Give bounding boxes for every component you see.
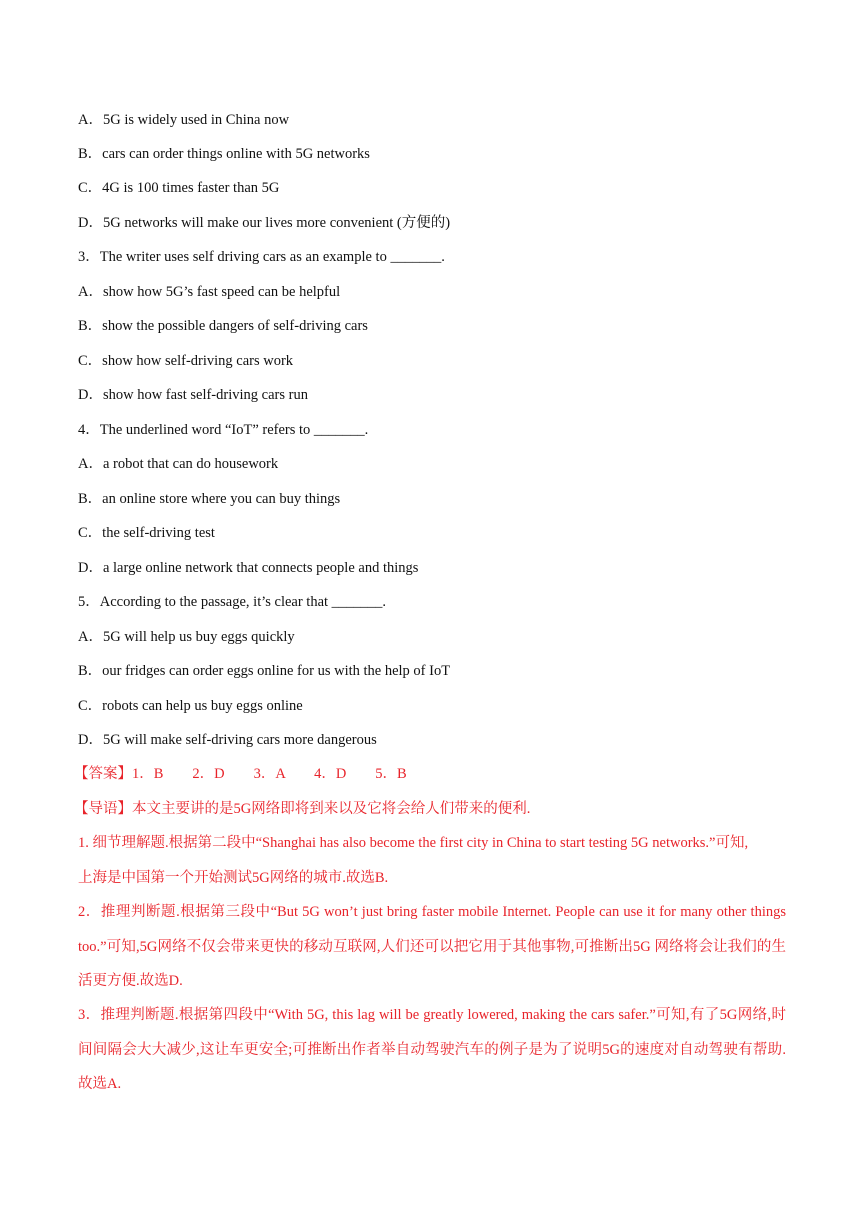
q4-option-c: C．the self-driving test (78, 525, 215, 541)
q4-option-a: A．a robot that can do housework (78, 456, 279, 472)
explanation-3: 3．推理判断题.根据第四段中“With 5G, this lag will be greatly lowered, making the cars safer.”可知,有了5G网络,时间间隔会大大减少,这让车更安全;可推断出作者举自动驾驶汽车的例子是为了说明5G的速度对自动驾驶有帮助.故选A. (78, 1007, 786, 1092)
explanation-1-line-2: 上海是中国第一个开始测试5G网络的城市.故选B. (78, 870, 389, 886)
explanation-1-line-1: 1. 细节理解题.根据第二段中“Shanghai has also become the first city in China to start testing 5G networks.”可知, (78, 835, 749, 851)
q3-option-a: A．show how 5G’s fast speed can be helpful (78, 284, 341, 300)
q4-option-b: B．an online store where you can buy things (78, 491, 341, 507)
q3-option-c: C．show how self-driving cars work (78, 353, 294, 369)
q5-option-d: D．5G will make self-driving cars more dangerous (78, 732, 377, 748)
guide-summary: 【导语】本文主要讲的是5G网络即将到来以及它将会给人们带来的便利. (74, 801, 531, 817)
explanation-2: 2．推理判断题.根据第三段中“But 5G won’t just bring faster mobile Internet. People can use it for many other things too.”可知,5G网络不仅会带来更快的移动互联网,人们还可以把它用于其他事物,可推断出5G 网络将会让我们的生活更方便.故选D. (78, 904, 786, 989)
q5-stem: 5．According to the passage, it’s clear that _______. (78, 594, 387, 610)
answer-key: 【答案】1．B 2．D 3．A 4．D 5．B (74, 766, 407, 782)
q5-option-a: A．5G will help us buy eggs quickly (78, 629, 295, 645)
q4-stem: 4．The underlined word “IoT” refers to _______. (78, 422, 369, 438)
q3-option-b: B．show the possible dangers of self-driving cars (78, 318, 368, 334)
q3-option-d: D．show how fast self-driving cars run (78, 387, 308, 403)
q3-stem: 3．The writer uses self driving cars as an example to _______. (78, 249, 445, 265)
q5-option-b: B．our fridges can order eggs online for us with the help of IoT (78, 663, 451, 679)
q2-option-a: A．5G is widely used in China now (78, 112, 290, 128)
q2-option-c: C．4G is 100 times faster than 5G (78, 180, 280, 196)
q2-option-d: D．5G networks will make our lives more convenient (方便的) (78, 215, 451, 231)
q4-option-d: D．a large online network that connects people and things (78, 560, 419, 576)
q2-option-b: B．cars can order things online with 5G networks (78, 146, 370, 162)
q5-option-c: C．robots can help us buy eggs online (78, 698, 303, 714)
